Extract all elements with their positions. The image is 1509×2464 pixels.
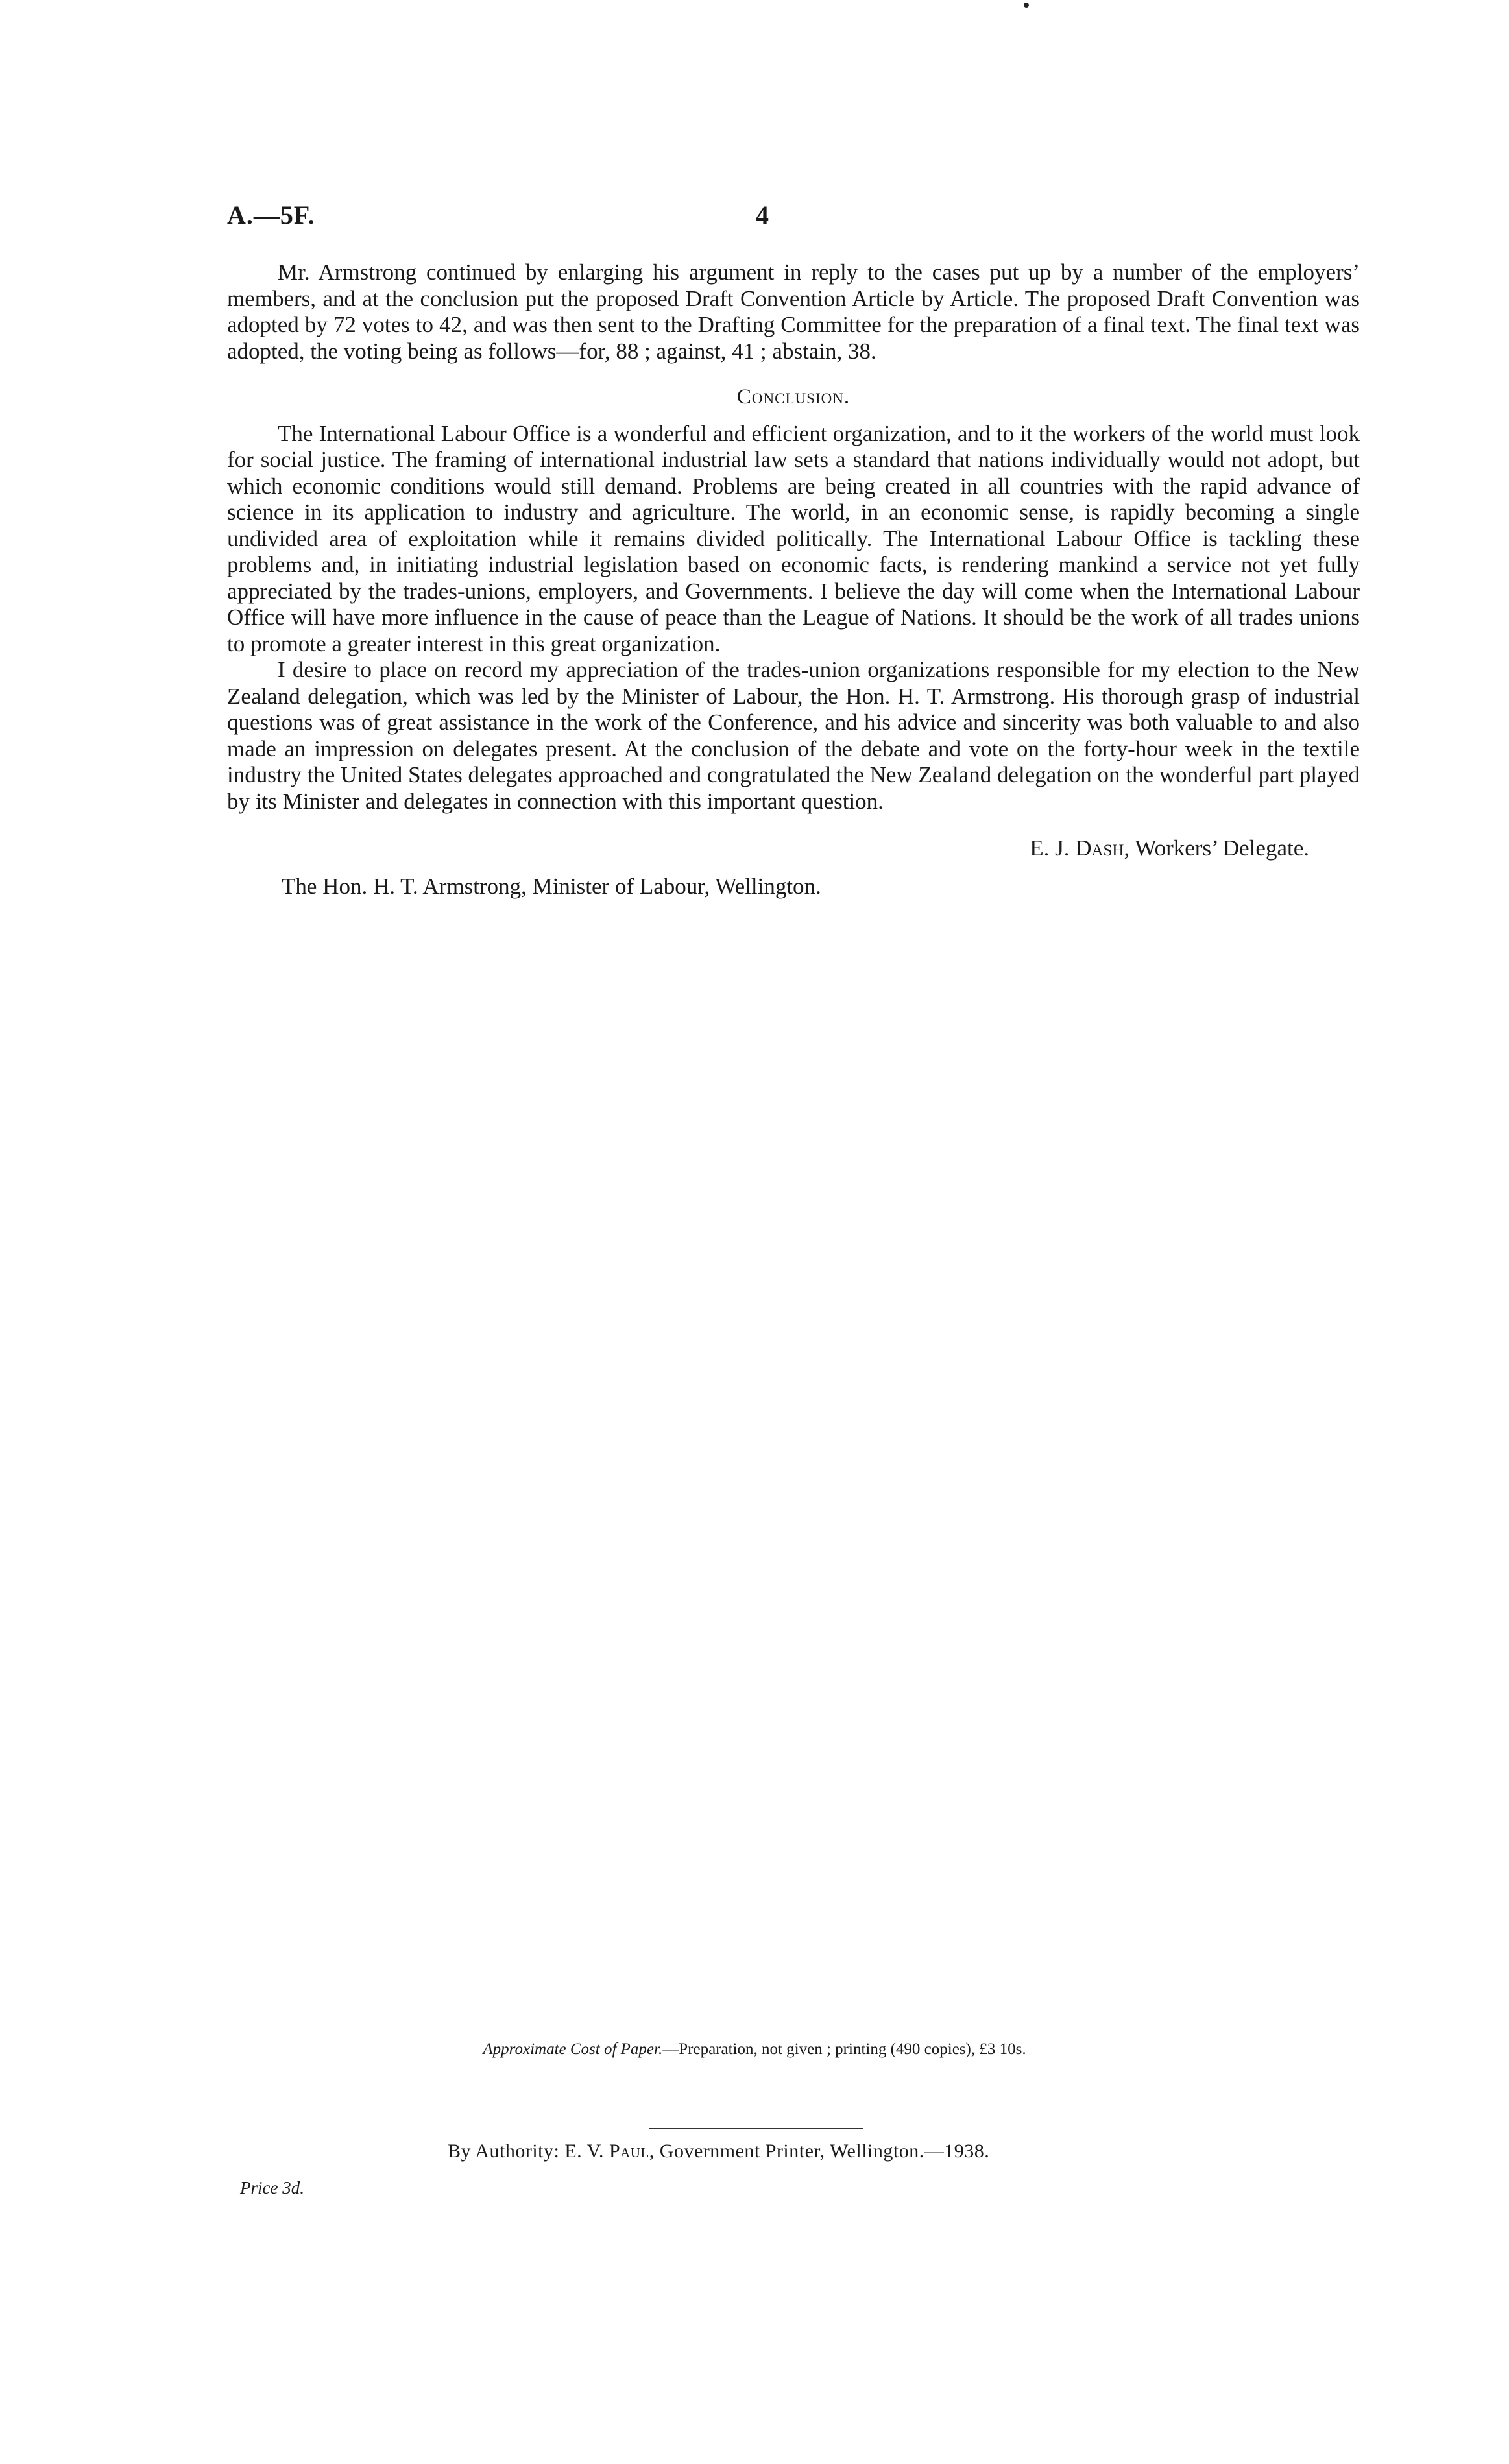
document-reference: A.—5F. [227,200,315,230]
cost-label: Approximate Cost of Paper. [483,2040,663,2058]
signature-line [227,835,1360,862]
cost-detail: —Preparation, not given ; printing (490 copies), £3 10s. [662,2040,1026,2058]
authority-suffix: , Government Printer, Wellington.—1938. [649,2140,990,2162]
paragraph-appreciation: I desire to place on record my appreciation of the trades-union organizations responsible for my election to the New Zealand delegation, which was led by the Minister of Labour, the Hon. H. T. Armstrong. His thorough grasp of industrial questions was of great assistance in the work of the Conference, and his advice and sincerity was both valuable to and also made an impression on delegates present. At the conclusion of the debate and vote on the forty-hour week in the textile industry the United States delegates approached and congratulated the New Zealand delegation on the wonderful part played by its Minister and delegates in connection with this important question. [227,657,1360,814]
page-number: 4 [756,200,769,230]
addressee-line: The Hon. H. T. Armstrong, Minister of Labour, Wellington. [282,873,821,899]
printer-authority-line [448,2140,989,2162]
price-note: Price 3d. [240,2178,304,2197]
cost-of-paper-note [0,2040,1509,2059]
authority-prefix: By Authority: E. V. [448,2140,604,2162]
paragraph-vote-result: Mr. Armstrong continued by enlarging his argument in reply to the cases put up by a number of the employers’ members, and at the conclusion put the proposed Draft Convention Article by Article. The proposed Draft Convention was adopted by 72 votes to 42, and was then sent to the Drafting Committee for the preparation of a final text. The final text was adopted, the voting being as follows—for, 88 ; against, 41 ; abstain, 38. [227,259,1360,364]
signoff-initials: E. J. [1030,835,1070,861]
footer-rule [649,2128,863,2129]
signoff-role: , Workers’ Delegate. [1124,835,1309,861]
section-heading-conclusion: Conclusion. [736,385,851,409]
paragraph-ilo: The International Labour Office is a wonderful and efficient organization, and to it the workers of the world must look for social justice. The framing of international industrial law sets a standard that nations individually would not adopt, but which economic conditions would still demand. Problems are being created in all countries with the rapid advance of science in its application to industry and agriculture. The world, in an economic sense, is rapidly becoming a single undivided area of exploitation while it remains divided politically. The International Labour Office is tackling these problems and, in initiating industrial legislation based on economic facts, is rendering mankind a service not yet fully appreciated by the trades-unions, employers, and Governments. I believe the day will come when the International Labour Office will have more influence in the cause of peace than the League of Nations. It should be the work of all trades unions to promote a greater interest in this great organization. [227,420,1360,656]
signoff-name: Dash [1075,835,1124,861]
document-body [227,259,1360,900]
page-header [227,200,1360,239]
printer-name: Paul [609,2140,649,2162]
print-speck [1024,3,1029,8]
